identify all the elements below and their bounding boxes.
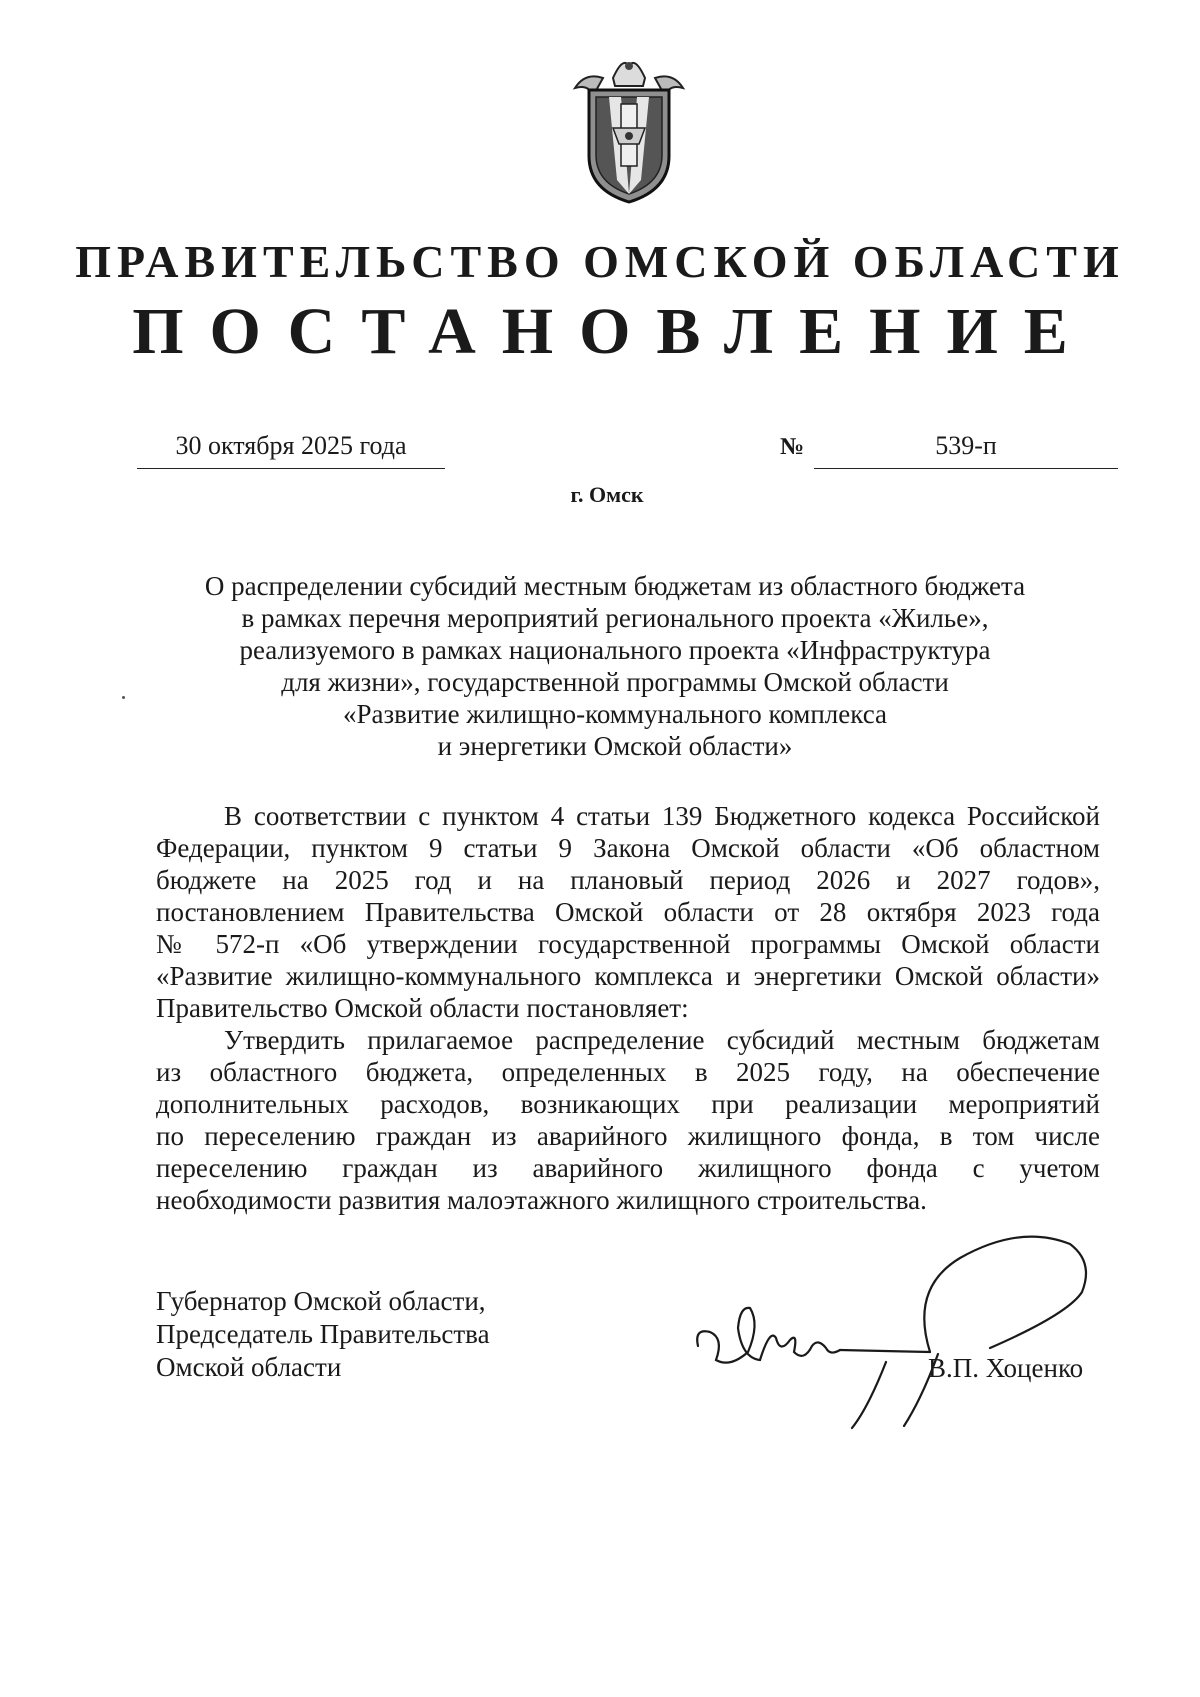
body-line: Утвердить прилагаемое распределение субсидий местным бюджетам [224,1025,1100,1055]
body-line: № 572-п «Об утверждении государственной программы Омской области [156,929,1100,959]
body-line: Федерации, пунктом 9 статьи 9 Закона Омской области «Об областном [156,833,1100,863]
document-subject [150,570,1080,762]
organization-title: ПРАВИТЕЛЬСТВО ОМСКОЙ ОБЛАСТИ [75,236,1125,287]
body-line: Правительство Омской области постановляет: [156,993,689,1023]
body-line: из областного бюджета, определенных в 2025 году, на обеспечение [156,1057,1100,1087]
signatory-title-line: Губернатор Омской области, [156,1286,486,1316]
body-line: необходимости развития малоэтажного жилищного строительства. [156,1185,927,1215]
document-date: 30 октября 2025 года [137,428,445,469]
document-city: г. Омск [570,482,644,507]
subject-line: в рамках перечня мероприятий регионального проекта «Жилье», [241,603,989,633]
signatory-title [156,1285,490,1384]
body-line: постановлением Правительства Омской области от 28 октября 2023 года [156,897,1100,927]
number-sign: № [780,434,805,460]
document-type-title: ПОСТАНОВЛЕНИЕ [132,295,1094,368]
subject-line: для жизни», государственной программы Омской области [281,667,949,697]
paragraph-legal-basis [156,800,1100,1024]
body-line: «Развитие жилищно-коммунального комплекса и энергетики Омской области» [156,961,1100,991]
subject-line: и энергетики Омской области» [437,731,793,761]
signature-icon [690,1228,1110,1438]
body-line: по переселению граждан из аварийного жилищного фонда, в том числе [156,1121,1100,1151]
subject-line: «Развитие жилищно-коммунального комплекса [342,699,888,729]
paragraph-resolution [156,1024,1100,1216]
coat-of-arms-icon [563,52,695,204]
subject-line: О распределении субсидий местным бюджетам из областного бюджета [204,571,1026,601]
body-line: переселению граждан из аварийного жилищного фонда с учетом [156,1153,1100,1183]
document-body [156,800,1100,1216]
body-line: В соответствии с пунктом 4 статьи 139 Бюджетного кодекса Российской [224,801,1100,831]
body-line: дополнительных расходов, возникающих при реализации мероприятий [156,1089,1100,1119]
document-number: 539-п [814,428,1118,469]
body-line: бюджете на 2025 год и на плановый период 2026 и 2027 годов», [156,865,1100,895]
signatory-title-line: Председатель Правительства [156,1319,490,1349]
scan-speck [122,696,125,699]
signatory-name: В.П. Хоценко [928,1353,1084,1383]
signatory-title-line: Омской области [156,1352,342,1382]
subject-line: реализуемого в рамках национального проекта «Инфраструктура [239,635,991,665]
